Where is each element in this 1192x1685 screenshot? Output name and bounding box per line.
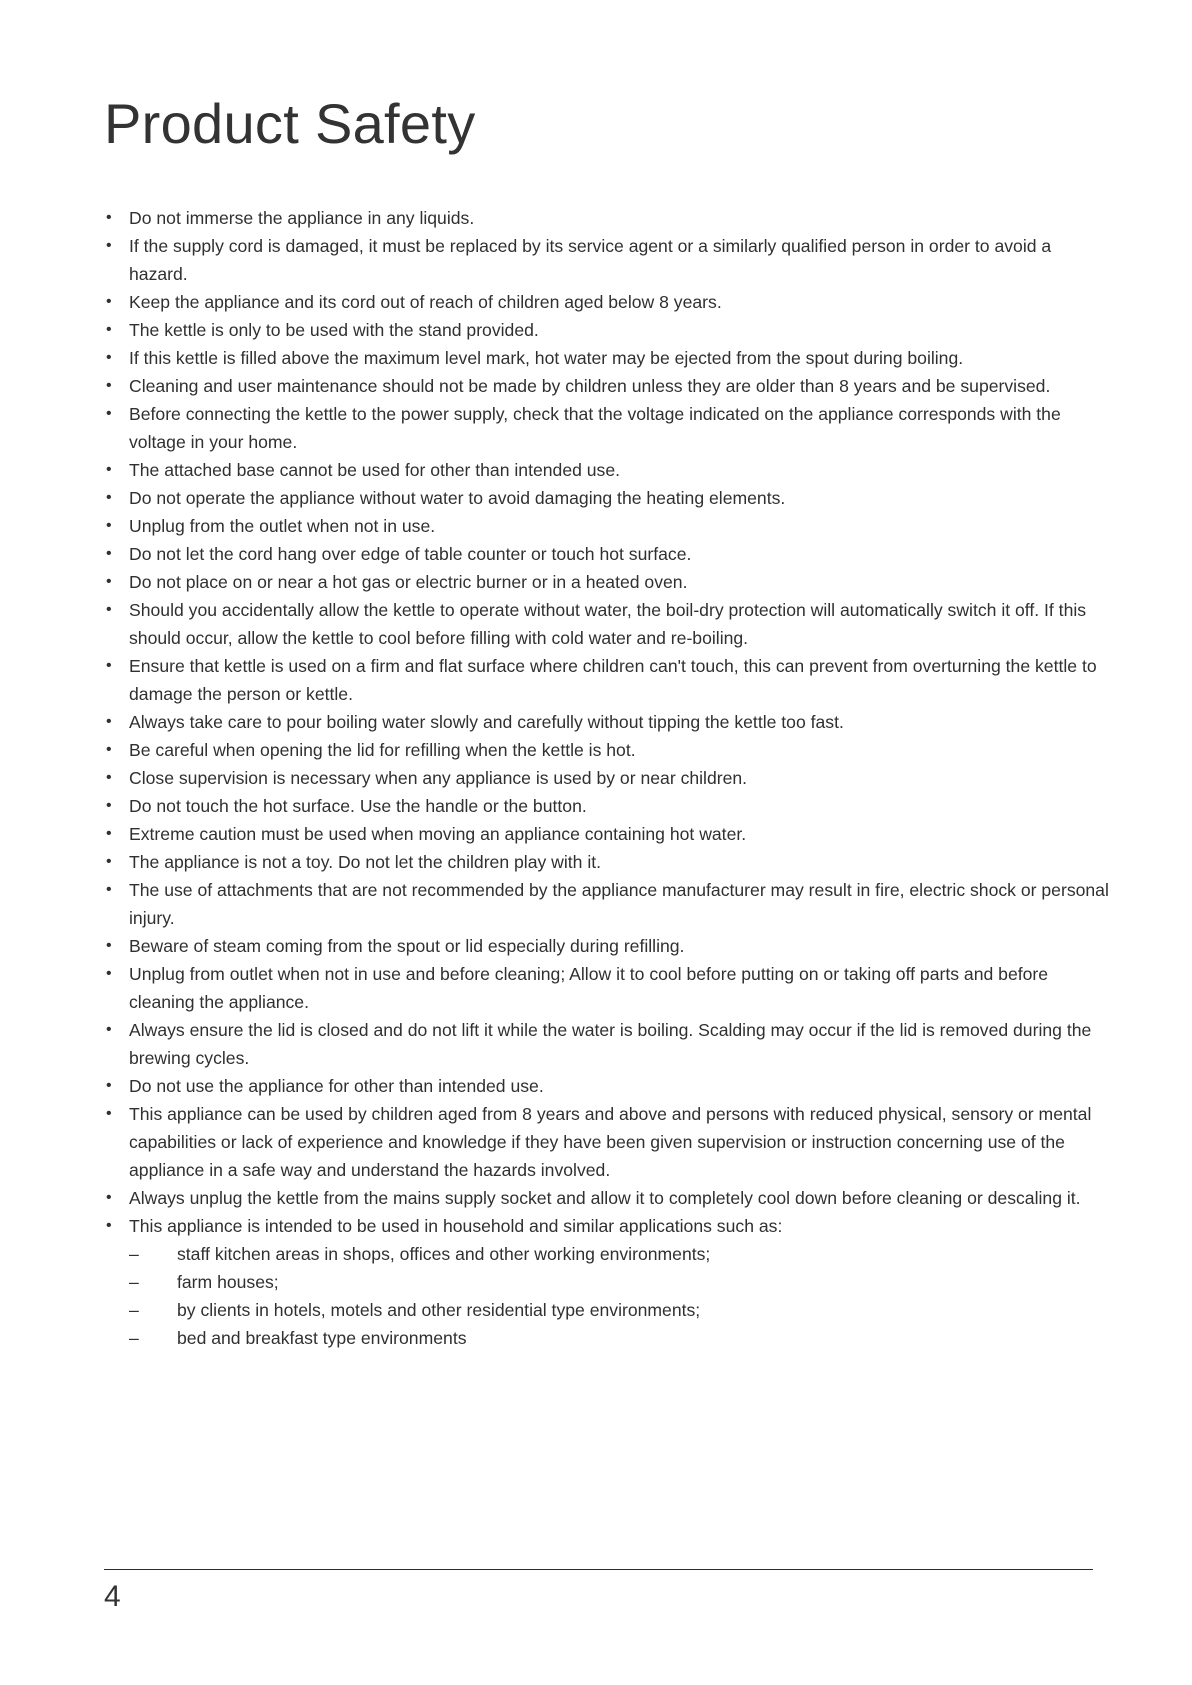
safety-item-text: Be careful when opening the lid for refilling when the kettle is hot. bbox=[129, 740, 636, 760]
safety-item-text: Do not place on or near a hot gas or electric burner or in a heated oven. bbox=[129, 572, 688, 592]
safety-item-text: Do not operate the appliance without water to avoid damaging the heating elements. bbox=[129, 488, 786, 508]
safety-item bbox=[104, 1184, 1114, 1212]
dash-icon: – bbox=[129, 1300, 139, 1320]
safety-item bbox=[104, 568, 1114, 596]
bullet-icon: • bbox=[106, 825, 112, 842]
sub-item bbox=[104, 1240, 1114, 1268]
dash-icon: – bbox=[129, 1244, 139, 1264]
safety-item bbox=[104, 344, 1114, 372]
bullet-icon: • bbox=[106, 853, 112, 870]
safety-item-text: Close supervision is necessary when any appliance is used by or near children. bbox=[129, 768, 748, 788]
sub-item-text: bed and breakfast type environments bbox=[177, 1328, 467, 1348]
bullet-icon: • bbox=[106, 741, 112, 758]
safety-item-text: Beware of steam coming from the spout or lid especially during refilling. bbox=[129, 936, 685, 956]
safety-item-text: Do not immerse the appliance in any liquids. bbox=[129, 208, 475, 228]
bullet-icon: • bbox=[106, 1077, 112, 1094]
page-title: Product Safety bbox=[104, 92, 476, 155]
dash-icon: – bbox=[129, 1272, 139, 1292]
safety-item bbox=[104, 708, 1114, 736]
safety-item bbox=[104, 456, 1114, 484]
safety-item-text: Do not use the appliance for other than intended use. bbox=[129, 1076, 544, 1096]
safety-item bbox=[104, 876, 1114, 932]
bullet-icon: • bbox=[106, 769, 112, 786]
safety-item bbox=[104, 204, 1114, 232]
safety-item bbox=[104, 1072, 1114, 1100]
bullet-icon: • bbox=[106, 377, 112, 394]
bullet-icon: • bbox=[106, 601, 112, 618]
sub-item-text: by clients in hotels, motels and other residential type environments; bbox=[177, 1300, 701, 1320]
safety-item-text: Do not touch the hot surface. Use the handle or the button. bbox=[129, 796, 587, 816]
sub-list bbox=[104, 1240, 1114, 1352]
dash-icon: – bbox=[129, 1328, 139, 1348]
safety-item-text: This appliance is intended to be used in household and similar applications such as: bbox=[129, 1216, 783, 1236]
safety-item-text: Before connecting the kettle to the power supply, check that the voltage indicated on the appliance corresponds with the voltage in your home. bbox=[129, 404, 1061, 452]
bullet-icon: • bbox=[106, 881, 112, 898]
safety-item-text: Always unplug the kettle from the mains supply socket and allow it to completely cool down before cleaning or descaling it. bbox=[129, 1188, 1081, 1208]
safety-item bbox=[104, 400, 1114, 456]
safety-item bbox=[104, 932, 1114, 960]
bullet-icon: • bbox=[106, 209, 112, 226]
safety-item-text: Unplug from the outlet when not in use. bbox=[129, 516, 436, 536]
safety-item bbox=[104, 792, 1114, 820]
safety-item bbox=[104, 232, 1114, 288]
safety-item bbox=[104, 316, 1114, 344]
safety-item-text: Unplug from outlet when not in use and before cleaning; Allow it to cool before putting on or taking off parts and before cleaning the appliance. bbox=[129, 964, 1049, 1012]
safety-item bbox=[104, 596, 1114, 652]
safety-item-text: Should you accidentally allow the kettle to operate without water, the boil-dry protection will automatically switch it off. If this should occur, allow the kettle to cool before filling with cold water and re-boiling. bbox=[129, 600, 1087, 648]
safety-item-text: Cleaning and user maintenance should not be made by children unless they are older than 8 years and be supervised. bbox=[129, 376, 1051, 396]
safety-item-text: If this kettle is filled above the maximum level mark, hot water may be ejected from the spout during boiling. bbox=[129, 348, 964, 368]
bullet-icon: • bbox=[106, 293, 112, 310]
safety-item-text: The use of attachments that are not recommended by the appliance manufacturer may result in fire, electric shock or personal injury. bbox=[129, 880, 1109, 928]
safety-item-text: The kettle is only to be used with the stand provided. bbox=[129, 320, 539, 340]
bullet-icon: • bbox=[106, 1021, 112, 1038]
safety-item-text: If the supply cord is damaged, it must be replaced by its service agent or a similarly qualified person in order to avoid a hazard. bbox=[129, 236, 1052, 284]
sub-item bbox=[104, 1324, 1114, 1352]
sub-list-wrap bbox=[104, 1240, 1114, 1352]
safety-item bbox=[104, 512, 1114, 540]
safety-item bbox=[104, 848, 1114, 876]
safety-item-text: Do not let the cord hang over edge of table counter or touch hot surface. bbox=[129, 544, 692, 564]
safety-item bbox=[104, 736, 1114, 764]
safety-item bbox=[104, 764, 1114, 792]
safety-item bbox=[104, 484, 1114, 512]
bullet-icon: • bbox=[106, 349, 112, 366]
bullet-icon: • bbox=[106, 937, 112, 954]
sub-item bbox=[104, 1296, 1114, 1324]
safety-item-text: The appliance is not a toy. Do not let the children play with it. bbox=[129, 852, 602, 872]
safety-item-text: Always ensure the lid is closed and do not lift it while the water is boiling. Scalding may occur if the lid is removed during the brewing cycles. bbox=[129, 1020, 1092, 1068]
safety-item-text: Ensure that kettle is used on a firm and flat surface where children can't touch, this can prevent from overturning the kettle to damage the person or kettle. bbox=[129, 656, 1097, 704]
page-number: 4 bbox=[104, 1580, 121, 1613]
safety-item bbox=[104, 1212, 1114, 1240]
bullet-icon: • bbox=[106, 657, 112, 674]
safety-item bbox=[104, 820, 1114, 848]
bullet-icon: • bbox=[106, 797, 112, 814]
bullet-icon: • bbox=[106, 545, 112, 562]
bullet-icon: • bbox=[106, 321, 112, 338]
bullet-icon: • bbox=[106, 573, 112, 590]
bullet-icon: • bbox=[106, 461, 112, 478]
bullet-icon: • bbox=[106, 405, 112, 422]
bullet-icon: • bbox=[106, 237, 112, 254]
bullet-icon: • bbox=[106, 1105, 112, 1122]
safety-item bbox=[104, 372, 1114, 400]
safety-item bbox=[104, 1100, 1114, 1184]
safety-item-text: This appliance can be used by children aged from 8 years and above and persons with reduced physical, sensory or mental capabilities or lack of experience and knowledge if they have been given supervision or instruction concerning use of the appliance in a safe way and understand the hazards involved. bbox=[129, 1104, 1092, 1180]
footer-divider bbox=[104, 1569, 1093, 1570]
safety-item-text: Extreme caution must be used when moving an appliance containing hot water. bbox=[129, 824, 747, 844]
safety-item bbox=[104, 288, 1114, 316]
safety-item bbox=[104, 960, 1114, 1016]
safety-item bbox=[104, 540, 1114, 568]
sub-item-text: staff kitchen areas in shops, offices and other working environments; bbox=[177, 1244, 711, 1264]
bullet-icon: • bbox=[106, 517, 112, 534]
safety-list bbox=[104, 204, 1114, 1352]
bullet-icon: • bbox=[106, 713, 112, 730]
safety-item bbox=[104, 1016, 1114, 1072]
safety-item-text: Keep the appliance and its cord out of reach of children aged below 8 years. bbox=[129, 292, 722, 312]
safety-item-text: The attached base cannot be used for other than intended use. bbox=[129, 460, 621, 480]
bullet-icon: • bbox=[106, 489, 112, 506]
bullet-icon: • bbox=[106, 1217, 112, 1234]
safety-item-text: Always take care to pour boiling water slowly and carefully without tipping the kettle too fast. bbox=[129, 712, 844, 732]
bullet-icon: • bbox=[106, 965, 112, 982]
bullet-icon: • bbox=[106, 1189, 112, 1206]
sub-item bbox=[104, 1268, 1114, 1296]
safety-item bbox=[104, 652, 1114, 708]
sub-item-text: farm houses; bbox=[177, 1272, 279, 1292]
